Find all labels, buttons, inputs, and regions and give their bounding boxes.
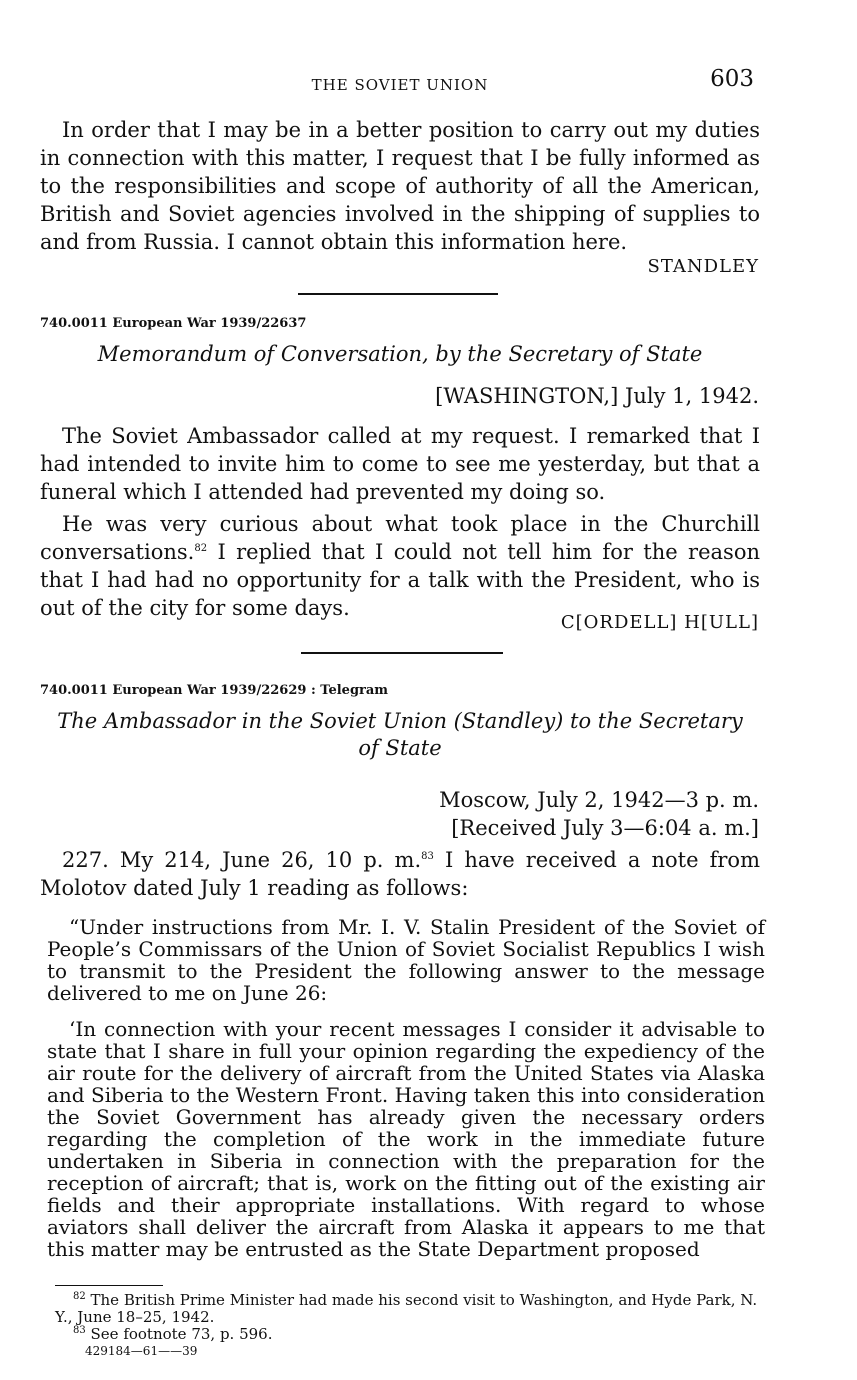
dateline [439, 786, 759, 842]
telegram-opening [40, 846, 760, 902]
section-divider [298, 293, 498, 295]
memo-paragraph: The Soviet Ambassador called at my request. I remarked that I had intended to invite him to come to see me yesterday, but that a funeral which I attended had prevented my doing so. [40, 424, 760, 504]
quoted-note [47, 916, 765, 1260]
footnote-mark: 83 [73, 1325, 86, 1336]
footnote [55, 1326, 765, 1343]
document-title [40, 708, 760, 762]
quote-paragraph: “Under instructions from Mr. I. V. Stalin President of the Soviet of People’s Commissars of the Union of Soviet Socialist Republics I wish to transmit to the President the following answer to the message delivered to me on June 26: [47, 915, 765, 1005]
footnote-ref: 82 [194, 543, 208, 554]
closing-paragraph: In order that I may be in a better position to carry out my duties in connection with this matter, I request that I be fully informed as to the responsibilities and scope of authority of all the American, British and Soviet agencies involved in the shipping of supplies to and from Russia. I cannot obtain this information here. [40, 118, 760, 254]
page-number: 603 [710, 66, 754, 92]
print-code: 429184—61——39 [85, 1344, 198, 1358]
page-header [40, 62, 760, 98]
document-title: Memorandum of Conversation, by the Secretary of State [97, 342, 703, 366]
title-line: of State [358, 736, 442, 760]
telegram-body [40, 846, 760, 902]
footnote-mark: 82 [73, 1291, 86, 1302]
file-number: 740.0011 European War 1939/22629 : Telegram [40, 683, 389, 698]
file-number: 740.0011 European War 1939/22637 [40, 316, 307, 331]
footnotes [55, 1292, 765, 1360]
signature-standley: STANDLEY [647, 256, 759, 277]
title-line: The Ambassador in the Soviet Union (Standley) to the Secretary [57, 709, 743, 733]
running-head: THE SOVIET UNION [311, 76, 489, 94]
telegram-text: 227. My 214, June 26, 10 p. m. [62, 848, 422, 872]
memo-paragraph [40, 510, 760, 622]
signature-hull: C[ORDELL] H[ULL] [560, 612, 759, 633]
footnote-text: The British Prime Minister had made his second visit to Washington, and Hyde Park, N. Y., June 18–25, 1942. [55, 1291, 758, 1326]
memo-text: I replied that I could not tell him for the reason that I had had no opportunity for a talk with the President, who is out of the city for some days. [40, 540, 760, 620]
memorandum-body [40, 422, 760, 622]
dateline-received: [Received July 3—6:04 a. m.] [451, 816, 759, 840]
dateline-sent: Moscow, July 2, 1942—3 p. m. [439, 788, 759, 812]
footnote-ref: 83 [421, 851, 434, 862]
dateline: [WASHINGTON,] July 1, 1942. [435, 384, 759, 408]
footnote [55, 1292, 765, 1326]
telegram-text: I have received a note from Molotov dated July 1 reading as follows: [40, 848, 760, 900]
section-divider [301, 652, 503, 654]
footnote-text: See footnote 73, p. 596. [90, 1325, 273, 1343]
telegram-continuation [40, 116, 760, 256]
footnote-rule [55, 1285, 163, 1286]
quote-paragraph: ‘In connection with your recent messages I consider it advisable to state that I share in full your opinion regarding the expediency of the air route for the delivery of aircraft from the United States via Alaska and Siberia to the Western Front. Having taken this into consideration the Soviet Government has already given the necessary orders regarding the completion of the work in the immediate future undertaken in Siberia in connection with the preparation for the reception of aircraft; that is, work on the fitting out of the existing air fields and their appropriate installations. With regard to whose aviators shall deliver the aircraft from Alaska it appears to me that this matter may be entrusted as the State Department proposed [47, 1017, 765, 1261]
memo-text: He was very curious about what took place in the Churchill conversations. [40, 512, 760, 564]
